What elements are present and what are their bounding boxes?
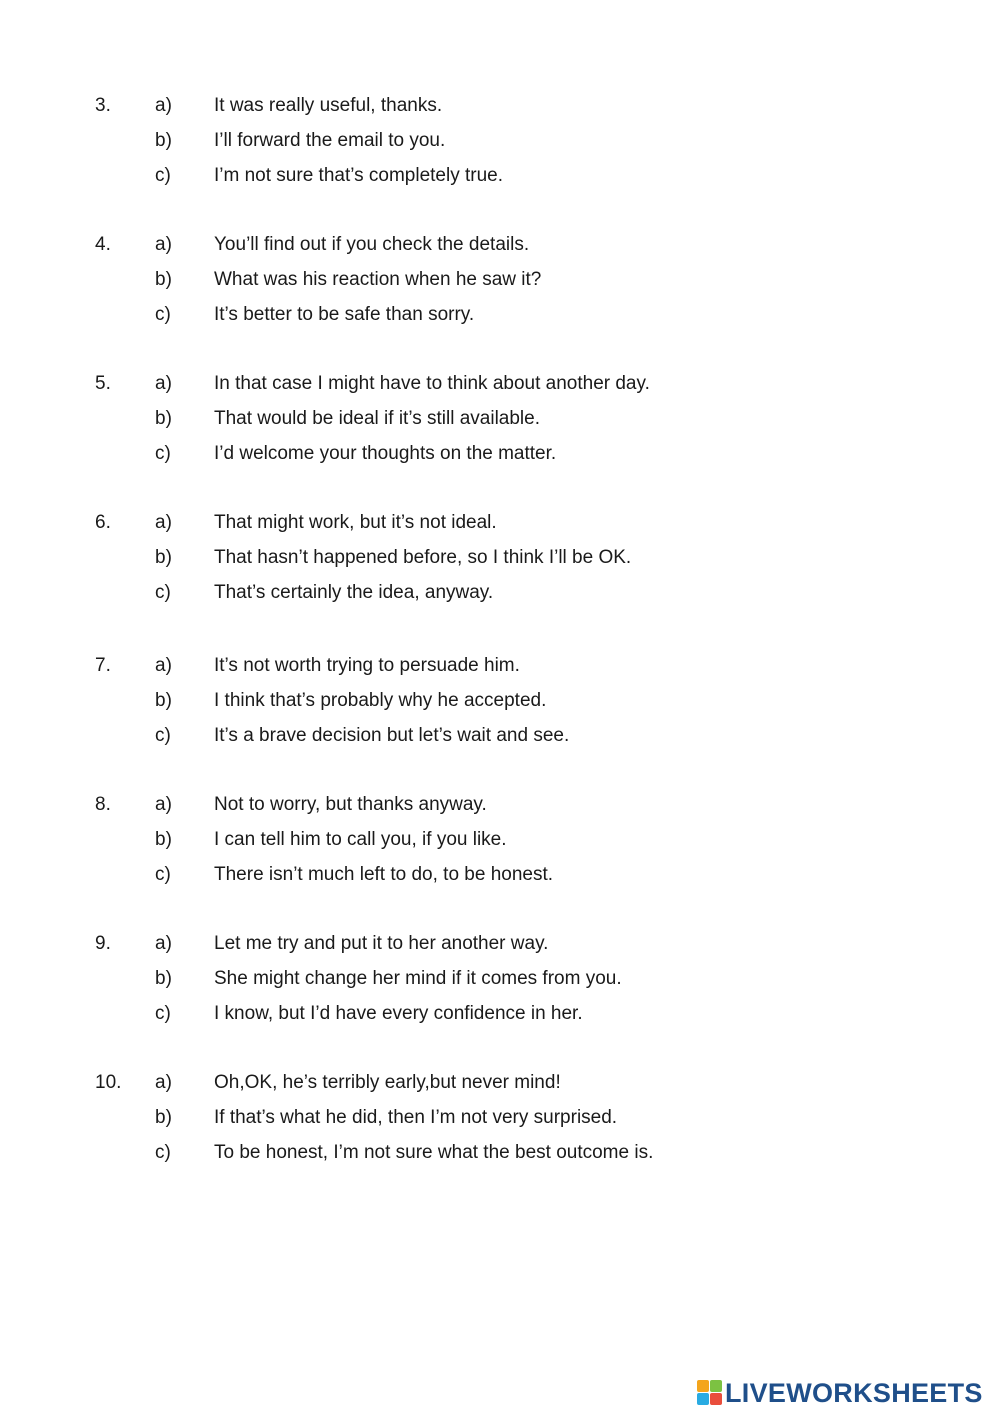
option-letter: b)	[155, 1107, 172, 1128]
liveworksheets-logo-icon	[697, 1380, 723, 1406]
option-row[interactable]	[0, 721, 1000, 751]
question-number: 6.	[95, 512, 111, 533]
question-number: 10.	[95, 1072, 122, 1093]
option-letter: b)	[155, 690, 172, 711]
option-row[interactable]	[0, 929, 1000, 959]
option-row[interactable]	[0, 439, 1000, 469]
option-text: I can tell him to call you, if you like.	[214, 829, 507, 850]
liveworksheets-logo[interactable]	[697, 1376, 983, 1410]
option-row[interactable]	[0, 300, 1000, 330]
option-row[interactable]	[0, 964, 1000, 994]
option-letter: c)	[155, 443, 171, 464]
option-text: Not to worry, but thanks anyway.	[214, 794, 487, 815]
option-text: I’d welcome your thoughts on the matter.	[214, 443, 557, 464]
option-letter: b)	[155, 130, 172, 151]
option-row[interactable]	[0, 999, 1000, 1029]
option-letter: a)	[155, 95, 172, 116]
option-row[interactable]	[0, 1138, 1000, 1168]
option-row[interactable]	[0, 404, 1000, 434]
option-row[interactable]	[0, 230, 1000, 260]
option-letter: a)	[155, 655, 172, 676]
option-row[interactable]	[0, 825, 1000, 855]
option-row[interactable]	[0, 543, 1000, 573]
option-text: There isn’t much left to do, to be honest.	[214, 864, 554, 885]
option-letter: b)	[155, 547, 172, 568]
option-text: What was his reaction when he saw it?	[214, 269, 542, 290]
option-text: You’ll find out if you check the details.	[214, 234, 530, 255]
option-letter: a)	[155, 933, 172, 954]
option-letter: a)	[155, 1072, 172, 1093]
option-letter: a)	[155, 373, 172, 394]
option-text: I think that’s probably why he accepted.	[214, 690, 547, 711]
option-row[interactable]	[0, 265, 1000, 295]
option-letter: a)	[155, 234, 172, 255]
question-number: 9.	[95, 933, 111, 954]
option-row[interactable]	[0, 369, 1000, 399]
option-letter: c)	[155, 582, 171, 603]
option-text: Oh,OK, he’s terribly early,but never mind!	[214, 1072, 561, 1093]
question-number: 4.	[95, 234, 111, 255]
option-letter: a)	[155, 794, 172, 815]
option-row[interactable]	[0, 161, 1000, 191]
option-letter: a)	[155, 512, 172, 533]
option-row[interactable]	[0, 790, 1000, 820]
question-number: 8.	[95, 794, 111, 815]
option-text: Let me try and put it to her another way.	[214, 933, 549, 954]
option-row[interactable]	[0, 578, 1000, 608]
option-text: I’m not sure that’s completely true.	[214, 165, 503, 186]
option-letter: c)	[155, 725, 171, 746]
option-row[interactable]	[0, 126, 1000, 156]
option-text: To be honest, I’m not sure what the best outcome is.	[214, 1142, 654, 1163]
option-letter: c)	[155, 1142, 171, 1163]
option-text: In that case I might have to think about another day.	[214, 373, 650, 394]
option-text: She might change her mind if it comes from you.	[214, 968, 622, 989]
option-letter: b)	[155, 269, 172, 290]
option-row[interactable]	[0, 91, 1000, 121]
option-row[interactable]	[0, 860, 1000, 890]
option-text: It’s better to be safe than sorry.	[214, 304, 475, 325]
option-text: That’s certainly the idea, anyway.	[214, 582, 494, 603]
option-letter: b)	[155, 968, 172, 989]
question-number: 3.	[95, 95, 111, 116]
logo-text: LIVEWORKSHEETS	[725, 1378, 983, 1408]
option-row[interactable]	[0, 686, 1000, 716]
option-text: That hasn’t happened before, so I think I’ll be OK.	[214, 547, 632, 568]
option-text: It’s not worth trying to persuade him.	[214, 655, 520, 676]
option-text: It’s a brave decision but let’s wait and see.	[214, 725, 570, 746]
option-letter: b)	[155, 829, 172, 850]
option-text: I know, but I’d have every confidence in her.	[214, 1003, 583, 1024]
question-number: 7.	[95, 655, 111, 676]
option-text: That would be ideal if it’s still available.	[214, 408, 540, 429]
option-letter: c)	[155, 1003, 171, 1024]
option-text: That might work, but it’s not ideal.	[214, 512, 497, 533]
option-letter: c)	[155, 304, 171, 325]
question-number: 5.	[95, 373, 111, 394]
option-row[interactable]	[0, 651, 1000, 681]
option-row[interactable]	[0, 508, 1000, 538]
option-row[interactable]	[0, 1068, 1000, 1098]
option-letter: c)	[155, 165, 171, 186]
option-text: If that’s what he did, then I’m not very surprised.	[214, 1107, 618, 1128]
option-text: I’ll forward the email to you.	[214, 130, 446, 151]
option-letter: b)	[155, 408, 172, 429]
option-text: It was really useful, thanks.	[214, 95, 443, 116]
option-row[interactable]	[0, 1103, 1000, 1133]
option-letter: c)	[155, 864, 171, 885]
